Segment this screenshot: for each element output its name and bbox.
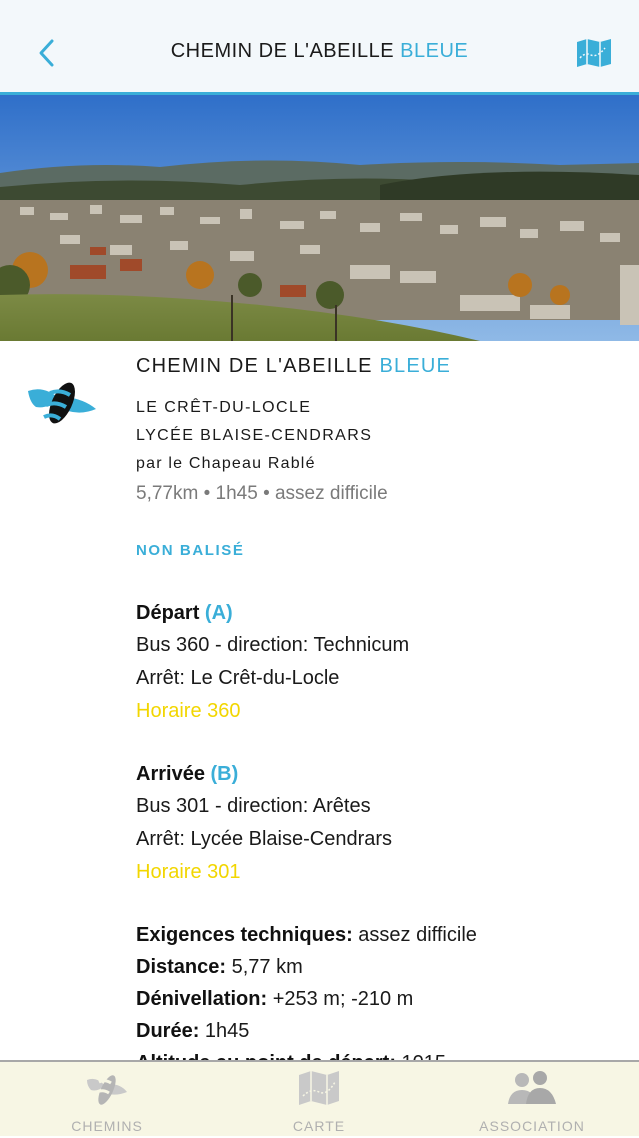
spec-exigences-value: assez difficile [352,924,477,946]
arrival-heading-label: Arrivée [136,763,211,785]
spec-denivellation-label: Dénivellation: [136,988,268,1010]
bee-icon [26,377,98,433]
route-end: LYCÉE BLAISE-CENDRARS [136,427,373,444]
page-title-main: CHEMIN DE L'ABEILLE [170,40,401,62]
departure-schedule-link[interactable]: Horaire 360 [136,700,241,722]
arrival-stop: Arrêt: Lycée Blaise-Cendrars [136,828,393,850]
spec-distance-label: Distance: [136,956,227,978]
departure-stop: Arrêt: Le Crêt-du-Locle [136,667,340,689]
trail-title-main: CHEMIN DE L'ABEILLE [136,355,380,377]
spec-duree [136,1015,616,1047]
spec-duree-label: Durée: [136,1020,200,1042]
arrival-section [136,758,616,889]
tab-association-label: ASSOCIATION [479,1118,585,1134]
bee-icon [85,1070,129,1110]
tab-carte-label: CARTE [292,1118,346,1134]
spec-denivellation-value: +253 m; -210 m [267,988,414,1010]
page-title [0,40,639,63]
departure-bus: Bus 360 - direction: Technicum [136,634,410,656]
route-stats: 5,77km • 1h45 • assez difficile [136,483,388,504]
arrival-point: (B) [210,763,239,785]
spec-exigences [136,919,616,951]
map-icon [297,1070,341,1106]
tab-carte[interactable] [252,1062,386,1138]
top-bar [0,0,639,95]
tab-association[interactable] [462,1062,602,1138]
departure-heading-label: Départ [136,602,205,624]
arrival-bus: Bus 301 - direction: Arêtes [136,795,371,817]
map-icon [575,38,613,68]
departure-point: (A) [204,602,233,624]
arrival-heading [136,758,616,790]
town-panorama-photo [0,95,639,341]
spec-distance-value: 5,77 km [226,956,303,978]
tab-chemins-label: CHEMINS [71,1118,143,1134]
route-start: LE CRÊT-DU-LOCLE [136,399,312,416]
route-via: par le Chapeau Rablé [136,455,316,472]
map-button[interactable] [575,38,613,68]
trail-title [136,355,451,378]
page-title-accent: BLEUE [400,40,469,62]
marking-status: NON BALISÉ [136,542,245,559]
arrival-schedule-link[interactable]: Horaire 301 [136,861,241,883]
departure-heading [136,597,616,629]
bottom-tab-bar [0,1060,639,1136]
spec-exigences-label: Exigences techniques: [136,924,353,946]
spec-denivellation [136,983,616,1015]
hero-photo [0,95,639,341]
departure-section [136,597,616,728]
tab-chemins[interactable] [40,1062,174,1138]
spec-duree-value: 1h45 [199,1020,250,1042]
people-icon [504,1070,560,1106]
trail-details [0,341,639,1061]
trail-title-accent: BLEUE [379,355,452,377]
specs-section [136,919,616,1079]
spec-distance [136,951,616,983]
